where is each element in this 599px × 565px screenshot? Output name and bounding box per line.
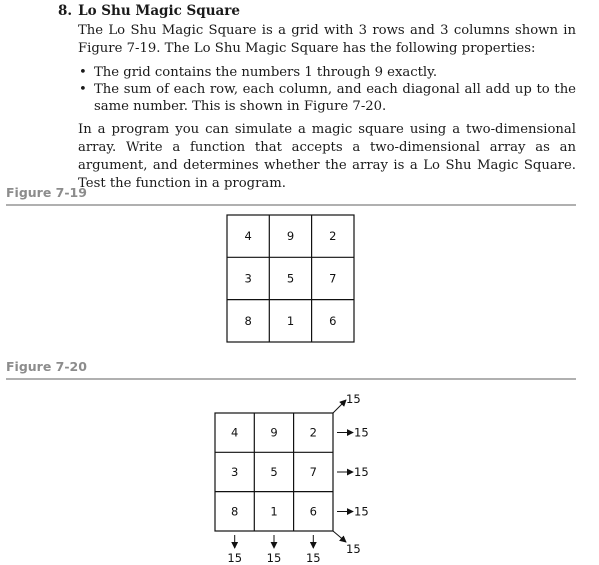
grid-cell: 5 bbox=[286, 271, 295, 286]
grid-cell: 3 bbox=[244, 271, 252, 286]
grid-cell: 4 bbox=[231, 425, 239, 440]
grid-cell: 3 bbox=[231, 465, 239, 479]
property-item: • The sum of each row, each column, and each diagonal all add up to the same number. This is shown in Figure 7-20. bbox=[78, 81, 576, 115]
figure-7-19-label: Figure 7-19 bbox=[6, 185, 87, 200]
sum-label-row: 15 bbox=[354, 465, 369, 479]
sum-label-diagonal-up: 15 bbox=[346, 392, 361, 406]
grid-cell: 8 bbox=[231, 504, 239, 519]
figure-divider bbox=[6, 204, 576, 206]
sum-label-row: 15 bbox=[354, 504, 369, 519]
grid-cell: 1 bbox=[286, 314, 295, 328]
figure-divider bbox=[6, 378, 576, 380]
figure-7-20-magic-square-sums bbox=[206, 388, 396, 565]
properties-list bbox=[78, 64, 576, 115]
sum-label-column: 15 bbox=[305, 551, 321, 565]
grid-cell: 9 bbox=[286, 229, 295, 243]
exercise-title: Lo Shu Magic Square bbox=[78, 3, 241, 19]
exercise-number: 8. bbox=[58, 3, 73, 19]
exercise-heading bbox=[58, 3, 240, 19]
grid-cell: 2 bbox=[329, 229, 337, 243]
intro-paragraph: The Lo Shu Magic Square is a grid with 3 rows and 3 columns shown in Figure 7-19. The Lo Shu Magic Square has the following properties: bbox=[78, 23, 576, 56]
sum-label-column: 15 bbox=[227, 551, 243, 565]
grid-cell: 7 bbox=[309, 465, 317, 479]
property-item: • The grid contains the numbers 1 through 9 exactly. bbox=[78, 64, 576, 81]
grid-cell: 4 bbox=[244, 229, 252, 243]
figure-7-20-label: Figure 7-20 bbox=[6, 359, 87, 374]
grid-cell: 5 bbox=[270, 465, 278, 479]
grid-cell: 6 bbox=[309, 504, 317, 519]
sum-label-column: 15 bbox=[266, 551, 282, 565]
grid-cell: 8 bbox=[244, 314, 252, 328]
sum-label-diagonal-down: 15 bbox=[346, 542, 361, 556]
grid-cell: 6 bbox=[329, 314, 337, 328]
diagonal-down-arrow bbox=[333, 531, 346, 542]
task-paragraph: In a program you can simulate a magic square using a two-dimensional array. Write a function that accepts a two-dimensional array as an argument, and determines whether the array is a Lo Shu Magic Square. Test the function in a program. bbox=[78, 122, 576, 191]
figure-7-19-magic-square bbox=[226, 214, 356, 344]
grid-cell: 9 bbox=[270, 425, 278, 440]
diagonal-up-arrow bbox=[333, 400, 346, 413]
grid-cell: 7 bbox=[329, 271, 337, 286]
grid-cell: 1 bbox=[270, 504, 278, 519]
grid-cell: 2 bbox=[309, 425, 317, 440]
sum-label-row: 15 bbox=[354, 425, 369, 440]
